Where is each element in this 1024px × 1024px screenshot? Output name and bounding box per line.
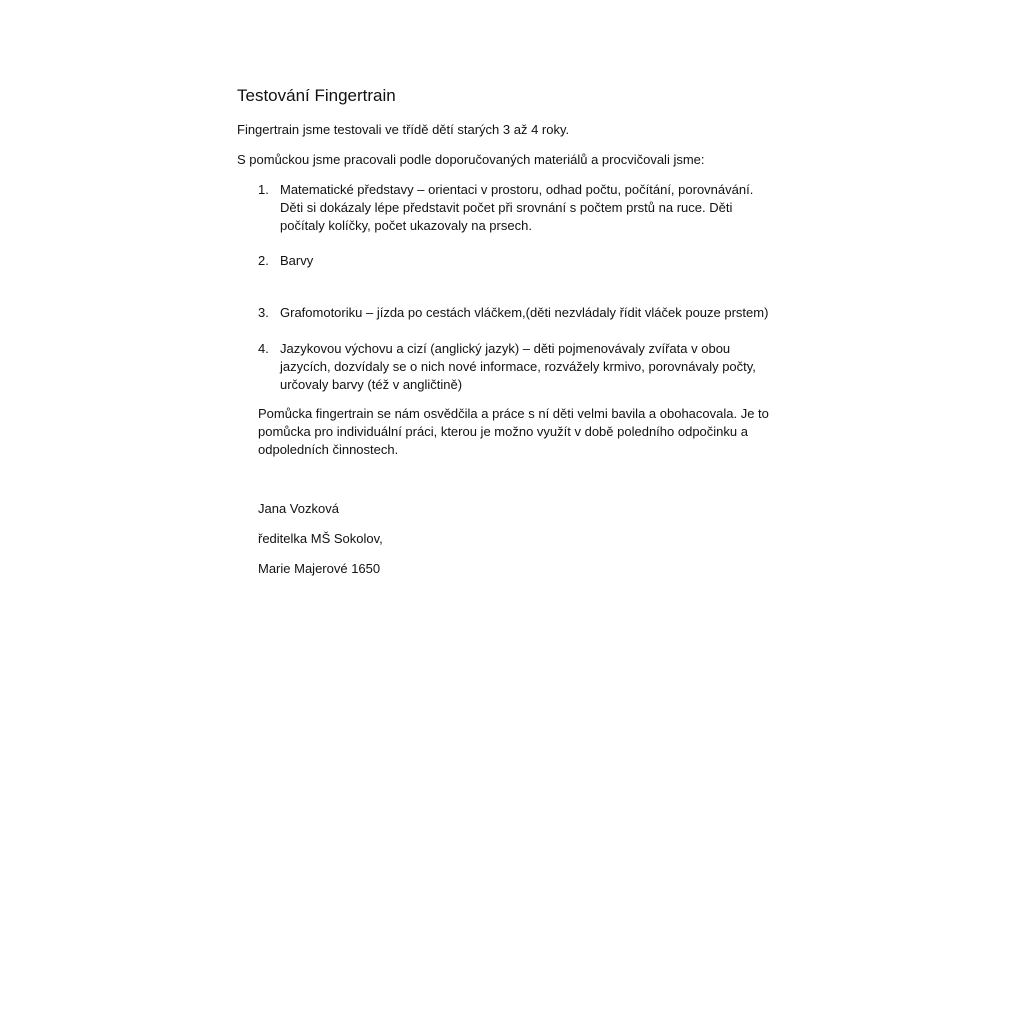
conclusion-line: pomůcka pro individuální práci, kterou je možno využít v době poledního odpočinku a xyxy=(258,424,748,439)
list-line: počítaly kolíčky, počet ukazovaly na prsech. xyxy=(280,218,532,233)
list-item-text xyxy=(280,304,800,322)
list-line: Děti si dokázaly lépe představit počet při srovnání s počtem prstů na ruce. Děti xyxy=(280,200,733,215)
list-item-text xyxy=(280,340,800,394)
list-number: 4. xyxy=(258,341,269,356)
list-number: 1. xyxy=(258,182,269,197)
list-item-text xyxy=(280,252,800,270)
list-line: jazycích, dozvídaly se o nich nové informace, rozvážely krmivo, porovnávaly počty, xyxy=(280,359,756,374)
signature-role: ředitelka MŠ Sokolov, xyxy=(258,531,383,546)
list-line: určovaly barvy (též v angličtině) xyxy=(280,377,463,392)
conclusion-paragraph xyxy=(258,405,769,459)
list-item-text xyxy=(280,181,800,235)
intro-paragraph: Fingertrain jsme testovali ve třídě dětí starých 3 až 4 roky. xyxy=(237,122,570,137)
list-line: Matematické představy – orientaci v prostoru, odhad počtu, počítání, porovnávání. xyxy=(280,182,754,197)
list-number: 3. xyxy=(258,305,269,320)
document-title: Testování Fingertrain xyxy=(237,86,396,105)
signature-address: Marie Majerové 1650 xyxy=(258,561,381,576)
signature-name: Jana Vozková xyxy=(258,501,339,516)
list-line: Jazykovou výchovu a cizí (anglický jazyk) – děti pojmenovávaly zvířata v obou xyxy=(280,341,731,356)
lead-paragraph: S pomůckou jsme pracovali podle doporučovaných materiálů a procvičovali jsme: xyxy=(237,152,705,167)
conclusion-line: odpoledních činnostech. xyxy=(258,442,399,457)
conclusion-line: Pomůcka fingertrain se nám osvědčila a práce s ní děti velmi bavila a obohacovala. Je to xyxy=(258,406,769,421)
list-number: 2. xyxy=(258,253,269,268)
list-line: Barvy xyxy=(280,253,314,268)
list-line: Grafomotoriku – jízda po cestách vláčkem,(děti nezvládaly řídit vláček pouze prstem) xyxy=(280,305,769,320)
